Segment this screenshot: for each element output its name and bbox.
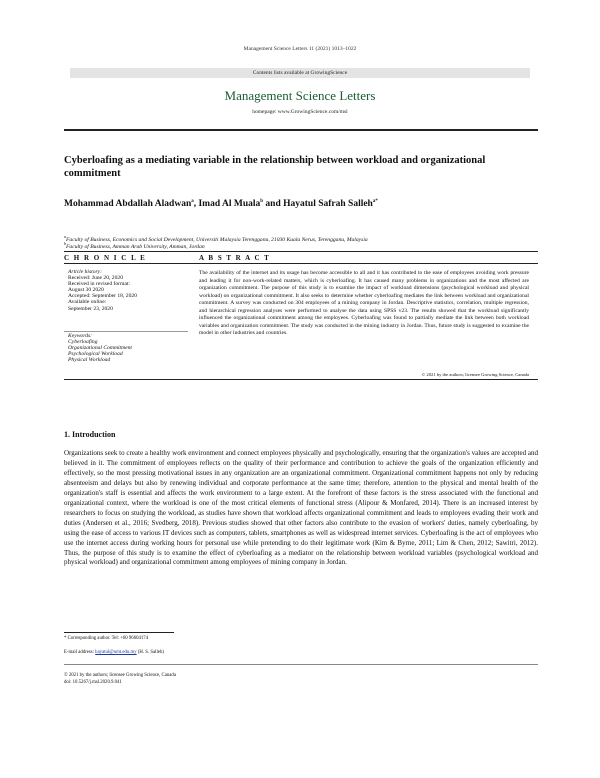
section-rule-top xyxy=(64,251,538,252)
author-3: Hayatul Safrah Salleh xyxy=(283,199,373,210)
journal-banner xyxy=(70,68,530,124)
email-link[interactable]: hayatul@umt.edu.my xyxy=(95,650,137,655)
running-header: Management Science Letters 11 (2021) 1013–1022 xyxy=(243,46,357,52)
introduction-paragraph: Organizations seek to create a healthy work environment and connect employees physically and psychologically, ensuring that the organization's values are accepted and believed in it. The commitment of employees reflects on the quality of their performance and contribution to achieve the goals of the organization efficiently and effectively, so the most pressing motivational issues in any organization are an organizational commitment. Organizational commitment happens not only by reducing absenteeism and delays but also by renewing individual and corporate performance at the same time; therefore, attention to the physical and mental health of the organization's staff is essential and affects the work environment to a large extent. At the forefront of these factors is the stress associated with the functional and organizational context, where the workload is one of the most critical elements of functional stress (Alipour & Monfared, 2014). There is an increased interest by researchers to focus on studying the workload, as studies have shown that workload affects organizational commitment and leads to employees evading their work and duties (Andersen et al., 2016; Svedberg, 2018). Previous studies showed that other factors also contribute to the evasion of workers' duties, namely cyberloafing, by using the ease of access to various IT devices such as computers, tablets, smartphones as well as widespread internet services. Cyberloafing is the act of employees who use the internet access during working hours for personal use while pretending to do their legitimate work (Kim & Byrne, 2011; Lim & Chen, 2012; Sawitri, 2012). Thus, the purpose of this study is to examine the effect of cyberloafing as a mediator on the relationship between workload variables (psychological workload and physical workload) and organizational commitment among employees of mining company in Jordan. xyxy=(64,449,538,567)
journal-homepage[interactable]: homepage: www.GrowingScience.com/msl xyxy=(252,109,348,115)
email-label: E-mail address: xyxy=(64,650,96,655)
keyword: Psychological Workload xyxy=(68,351,123,358)
footer-copyright: © 2021 by the authors; licensee Growing Science, Canada xyxy=(64,673,176,678)
author-separator: , xyxy=(193,199,199,210)
header-rule xyxy=(64,129,538,131)
info-divider xyxy=(64,331,188,332)
author-list xyxy=(64,199,378,209)
keywords-block xyxy=(68,333,132,363)
article-title: Cyberloafing as a mediating variable in the relationship between workload and organizational commitment xyxy=(64,155,486,179)
introduction-body xyxy=(64,449,538,568)
history-line: Available online: xyxy=(68,299,107,306)
abstract-text: The availability of the internet and its usage has become accessible to all and it has contributed to the ease of employees avoiding work pressure and leading it for non-work-related matters, which is cyberloafing. It has caused many problems in organizations and the most affected are organization commitment. The purpose of this study is to examine the impact of workload dimensions (psychological workload and physical workload) on organizational commitment. It also seeks to determine whether cyberloafing mediates the link between workload and organizational commitment. A survey was conducted on 304 employees of a mining company in Jordan. Descriptive statistics, correlation, multiple regression, and hierarchical regression analyses were performed to analyse the data using SPSS v23. The results showed that the workload significantly influenced the organizational commitment among the employees. Cyberloafing was found to partially mediate the link between both workload variables and organization commitment. The study was conducted in the mining industry in Jordan. Thus, future study is suggested to examine the model in other industries and countries. xyxy=(199,270,529,337)
doi-link[interactable]: doi: 10.5267/j.msl.2020.9.041 xyxy=(64,680,122,685)
history-line: Received in revised format: xyxy=(68,281,130,288)
footer-rule xyxy=(64,664,538,665)
keyword: Physical Workload xyxy=(68,357,111,364)
abstract-copyright: © 2021 by the authors; licensee Growing Science, Canada xyxy=(421,372,529,377)
email-owner: (H. S. Salleh) xyxy=(136,650,164,655)
introduction-heading: 1. Introduction xyxy=(64,430,116,439)
affiliation-b xyxy=(64,241,205,250)
author-3-sup: a* xyxy=(372,199,378,204)
abstract-rule xyxy=(64,379,538,380)
keywords-label: Keywords: xyxy=(68,333,93,339)
email-line xyxy=(64,650,164,655)
abstract-heading: A B S T R A C T xyxy=(199,254,271,262)
footnote-rule xyxy=(64,632,174,633)
author-separator: and xyxy=(263,199,284,210)
history-line: August 30 2020 xyxy=(68,287,104,294)
history-line: Accepted: September 18, 2020 xyxy=(68,293,137,300)
keyword: Organizational Commitment xyxy=(68,345,132,352)
corresponding-author: * Corresponding author. Tel: +60 96604174 xyxy=(64,636,149,641)
author-2-sup: b xyxy=(260,199,264,204)
history-line: Received: June 20, 2020 xyxy=(68,275,123,282)
affiliation-text: Faculty of Business, Amman Arab University, Amman, Jordan xyxy=(66,243,205,250)
author-1: Mohammad Abdallah Aladwan xyxy=(64,199,192,210)
affiliation-sup: a xyxy=(64,234,66,239)
article-info xyxy=(68,269,137,312)
author-2: Imad Al Muala xyxy=(198,199,261,210)
history-line: September 23, 2020 xyxy=(68,305,113,312)
keyword: Cyberloafing xyxy=(68,339,98,346)
contents-line: Contents lists available at GrowingScience xyxy=(252,70,348,76)
chronicle-heading: C H R O N I C L E xyxy=(64,254,147,262)
history-label: Article history: xyxy=(68,269,103,275)
affiliation-sup: b xyxy=(64,241,66,246)
section-rule-bottom xyxy=(64,263,538,264)
affiliation-text: Faculty of Business, Economics and Social Development, Universiti Malaysia Terengganu, 21030 Kuala Nerus, Terengganu, Malaysia xyxy=(66,236,368,243)
author-1-sup: a xyxy=(191,199,194,204)
journal-name: Management Science Letters xyxy=(224,88,376,103)
